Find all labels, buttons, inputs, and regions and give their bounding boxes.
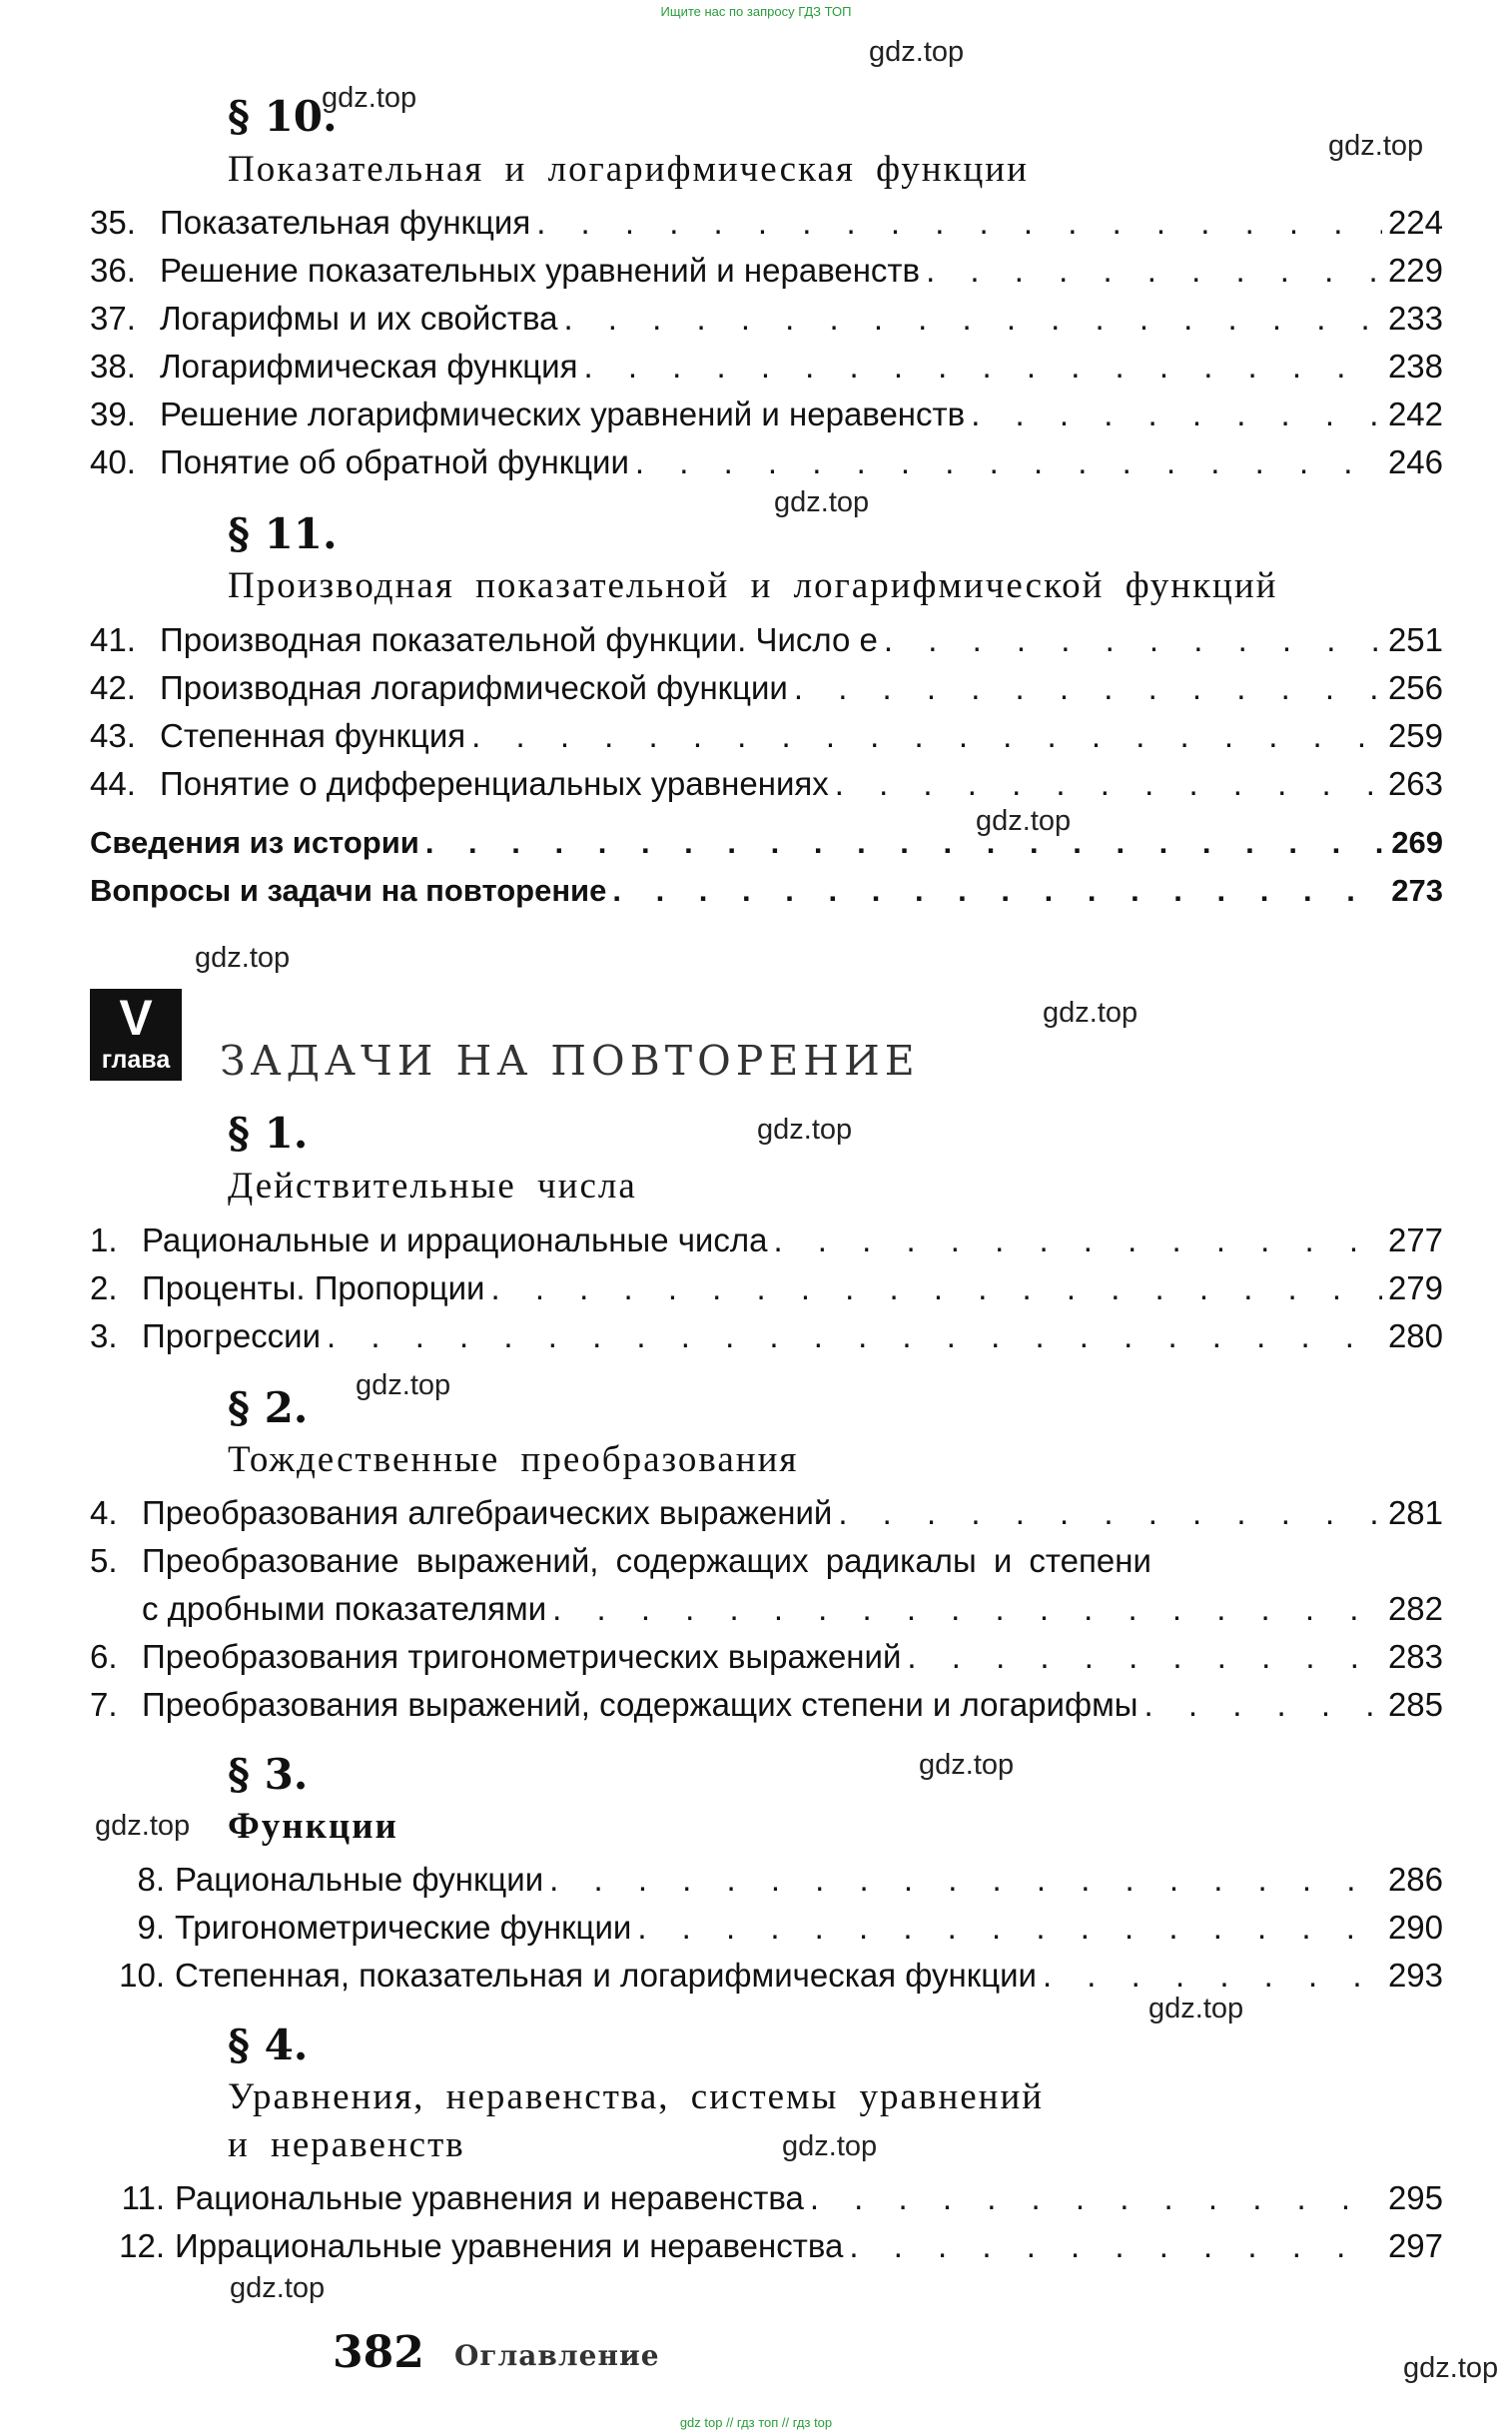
entry-title: Сведения из истории xyxy=(90,825,419,860)
entry-page: 280 xyxy=(1387,1317,1443,1354)
entry-page: 233 xyxy=(1387,300,1443,337)
leader-dots xyxy=(490,1268,1381,1308)
entry-page: 277 xyxy=(1387,1221,1443,1258)
toc-entry xyxy=(90,1860,1443,1900)
leader-dots xyxy=(810,2178,1382,2218)
section-title: Производная показательной и логарифмической функций xyxy=(228,565,1278,606)
toc-entry xyxy=(90,823,1443,863)
leader-dots xyxy=(583,347,1381,387)
entry-number: 11. xyxy=(121,2179,165,2216)
chapter-word: глава xyxy=(101,1046,171,1074)
entry-page: 273 xyxy=(1391,873,1443,908)
entry-number: 10. xyxy=(119,1957,165,1994)
toc-entry xyxy=(90,668,1443,708)
leader-dots xyxy=(926,251,1382,291)
watermark: gdz.top xyxy=(757,1114,853,1146)
leader-dots xyxy=(794,668,1382,708)
toc-entry xyxy=(90,764,1443,804)
toc-entry-continuation xyxy=(142,1589,1443,1629)
leader-dots xyxy=(884,620,1382,660)
entry-title: Тригонометрические функции xyxy=(175,1909,632,1946)
toc-entry xyxy=(90,1908,1443,1948)
entry-number: 5. xyxy=(90,1542,118,1579)
section-title: Функции xyxy=(228,1806,398,1847)
page-number: 382 xyxy=(333,2327,424,2378)
watermark: gdz.top xyxy=(774,486,870,518)
entry-title: Проценты. Пропорции xyxy=(142,1269,485,1306)
toc-entry xyxy=(90,1316,1443,1356)
entry-number: 1. xyxy=(90,1221,118,1258)
watermark: gdz.top xyxy=(230,2272,326,2304)
leader-dots xyxy=(907,1637,1382,1677)
entry-number: 6. xyxy=(90,1638,118,1675)
entry-number: 36. xyxy=(90,252,136,289)
watermark: gdz.top xyxy=(1403,2352,1499,2384)
entry-page: 295 xyxy=(1387,2179,1443,2216)
section-number: § 4. xyxy=(228,2021,309,2069)
entry-title: Преобразования тригонометрических выражений xyxy=(142,1638,902,1675)
chapter-number: V xyxy=(119,990,153,1046)
entry-page: 238 xyxy=(1387,348,1443,385)
leader-dots xyxy=(1144,1685,1382,1725)
chapter-badge xyxy=(90,989,182,1081)
toc-entry xyxy=(90,2178,1443,2218)
entry-page: 263 xyxy=(1387,765,1443,802)
watermark: gdz.top xyxy=(782,2130,878,2162)
entry-title: Показательная функция xyxy=(160,204,531,241)
entry-title: Преобразования выражений, содержащих степени и логарифмы xyxy=(142,1686,1138,1723)
toc-entry xyxy=(90,620,1443,660)
entry-number: 3. xyxy=(90,1317,118,1354)
entry-title: Преобразования алгебраических выражений xyxy=(142,1494,833,1531)
entry-number: 40. xyxy=(90,443,136,480)
leader-dots xyxy=(536,203,1382,243)
entry-title: Понятие о дифференциальных уравнениях xyxy=(160,765,829,802)
section-title: Уравнения, неравенства, системы уравнений xyxy=(228,2076,1045,2117)
entry-title: Степенная, показательная и логарифмическая функции xyxy=(175,1957,1037,1994)
watermark: gdz.top xyxy=(869,36,965,68)
leader-dots xyxy=(1043,1956,1382,1996)
entry-page: 246 xyxy=(1387,443,1443,480)
leader-dots xyxy=(849,2226,1382,2266)
leader-dots xyxy=(327,1316,1382,1356)
entry-title: Рациональные уравнения и неравенства xyxy=(175,2179,804,2216)
section-number: § 11. xyxy=(228,509,338,558)
entry-page: 286 xyxy=(1387,1861,1443,1898)
entry-page: 283 xyxy=(1387,1638,1443,1675)
entry-title: Понятие об обратной функции xyxy=(160,443,629,480)
toc-entry xyxy=(90,1541,1443,1581)
toc-entry xyxy=(90,1956,1443,1996)
section-title-line2: и неравенств xyxy=(228,2124,465,2165)
entry-title: Рациональные функции xyxy=(175,1861,544,1898)
watermark: gdz.top xyxy=(356,1369,451,1401)
watermark: gdz.top xyxy=(322,82,417,114)
watermark: gdz.top xyxy=(1043,997,1138,1029)
entry-title: Производная логарифмической функции xyxy=(160,669,788,706)
leader-dots xyxy=(552,1589,1382,1629)
entry-title: Преобразование выражений, содержащих радикалы и степени xyxy=(142,1542,1151,1579)
toc-entry xyxy=(90,442,1443,482)
entry-number: 9. xyxy=(137,1909,165,1946)
entry-page: 242 xyxy=(1387,396,1443,432)
top-note: Ищите нас по запросу ГДЗ ТОП xyxy=(660,4,852,19)
section-title: Действительные числа xyxy=(228,1166,637,1207)
entry-number: 37. xyxy=(90,300,136,337)
entry-page: 251 xyxy=(1387,621,1443,658)
entry-title: Иррациональные уравнения и неравенства xyxy=(175,2227,844,2264)
entry-title: Прогрессии xyxy=(142,1317,322,1354)
section-title: Показательная и логарифмическая функции xyxy=(228,149,1029,190)
section-number: § 10. xyxy=(228,92,338,141)
watermark: gdz.top xyxy=(1148,1993,1244,2025)
entry-number: 42. xyxy=(90,669,136,706)
toc-entry xyxy=(90,716,1443,756)
entry-title-continued: с дробными показателями xyxy=(142,1590,547,1627)
leader-dots xyxy=(971,395,1382,434)
toc-entry xyxy=(90,871,1443,911)
entry-page: 279 xyxy=(1387,1269,1443,1306)
watermark: gdz.top xyxy=(195,942,291,974)
entry-page: 256 xyxy=(1387,669,1443,706)
toc-entry xyxy=(90,1685,1443,1725)
leader-dots xyxy=(549,1860,1382,1900)
toc-entry xyxy=(90,1268,1443,1308)
leader-dots xyxy=(773,1220,1381,1260)
entry-page: 297 xyxy=(1387,2227,1443,2264)
entry-title: Логарифмическая функция xyxy=(160,348,578,385)
entry-title: Решение логарифмических уравнений и неравенств xyxy=(160,396,966,432)
watermark: gdz.top xyxy=(95,1810,191,1842)
entry-title: Рациональные и иррациональные числа xyxy=(142,1221,768,1258)
toc-entry xyxy=(90,203,1443,243)
entry-page: 281 xyxy=(1387,1494,1443,1531)
section-number: § 2. xyxy=(228,1383,309,1432)
toc-entry xyxy=(90,299,1443,339)
toc-entry xyxy=(90,251,1443,291)
toc-entry xyxy=(90,395,1443,434)
entry-number: 12. xyxy=(119,2227,165,2264)
toc-entry xyxy=(90,1637,1443,1677)
toc-entry xyxy=(90,1220,1443,1260)
entry-number: 41. xyxy=(90,621,136,658)
watermark: gdz.top xyxy=(919,1749,1015,1781)
leader-dots xyxy=(425,823,1385,863)
entry-page: 229 xyxy=(1387,252,1443,289)
entry-page: 224 xyxy=(1387,204,1443,241)
leader-dots xyxy=(563,299,1381,339)
entry-page: 293 xyxy=(1387,1957,1443,1994)
leader-dots xyxy=(637,1908,1382,1948)
entry-page: 282 xyxy=(1387,1590,1443,1627)
toc-entry xyxy=(90,2226,1443,2266)
leader-dots xyxy=(635,442,1382,482)
watermark: gdz.top xyxy=(1328,130,1424,162)
leader-dots xyxy=(612,871,1385,911)
entry-number: 38. xyxy=(90,348,136,385)
bottom-note: gdz top // гдз топ // гдз top xyxy=(679,2415,833,2430)
entry-page: 285 xyxy=(1387,1686,1443,1723)
entry-number: 8. xyxy=(137,1861,165,1898)
leader-dots xyxy=(838,1493,1382,1533)
entry-page: 290 xyxy=(1387,1909,1443,1946)
chapter-title: ЗАДАЧИ НА ПОВТОРЕНИЕ xyxy=(220,1037,920,1085)
entry-title: Логарифмы и их свойства xyxy=(160,300,558,337)
entry-number: 7. xyxy=(90,1686,118,1723)
toc-entry xyxy=(90,347,1443,387)
entry-page: 259 xyxy=(1387,717,1443,754)
entry-title: Решение показательных уравнений и неравенств xyxy=(160,252,921,289)
entry-number: 39. xyxy=(90,396,136,432)
entry-number: 44. xyxy=(90,765,136,802)
entry-number: 43. xyxy=(90,717,136,754)
section-number: § 3. xyxy=(228,1750,309,1799)
entry-number: 35. xyxy=(90,204,136,241)
toc-entry xyxy=(90,1493,1443,1533)
leader-dots xyxy=(835,764,1382,804)
watermark: gdz.top xyxy=(976,805,1072,837)
entry-number: 4. xyxy=(90,1494,118,1531)
leader-dots xyxy=(471,716,1382,756)
section-title: Тождественные преобразования xyxy=(228,1439,799,1480)
section-number: § 1. xyxy=(228,1109,309,1158)
entry-number: 2. xyxy=(90,1269,118,1306)
entry-title: Производная показательной функции. Число е xyxy=(160,621,878,658)
entry-title: Степенная функция xyxy=(160,717,466,754)
running-footer: Оглавление xyxy=(454,2339,660,2372)
entry-page: 269 xyxy=(1391,825,1443,860)
entry-title: Вопросы и задачи на повторение xyxy=(90,873,607,908)
